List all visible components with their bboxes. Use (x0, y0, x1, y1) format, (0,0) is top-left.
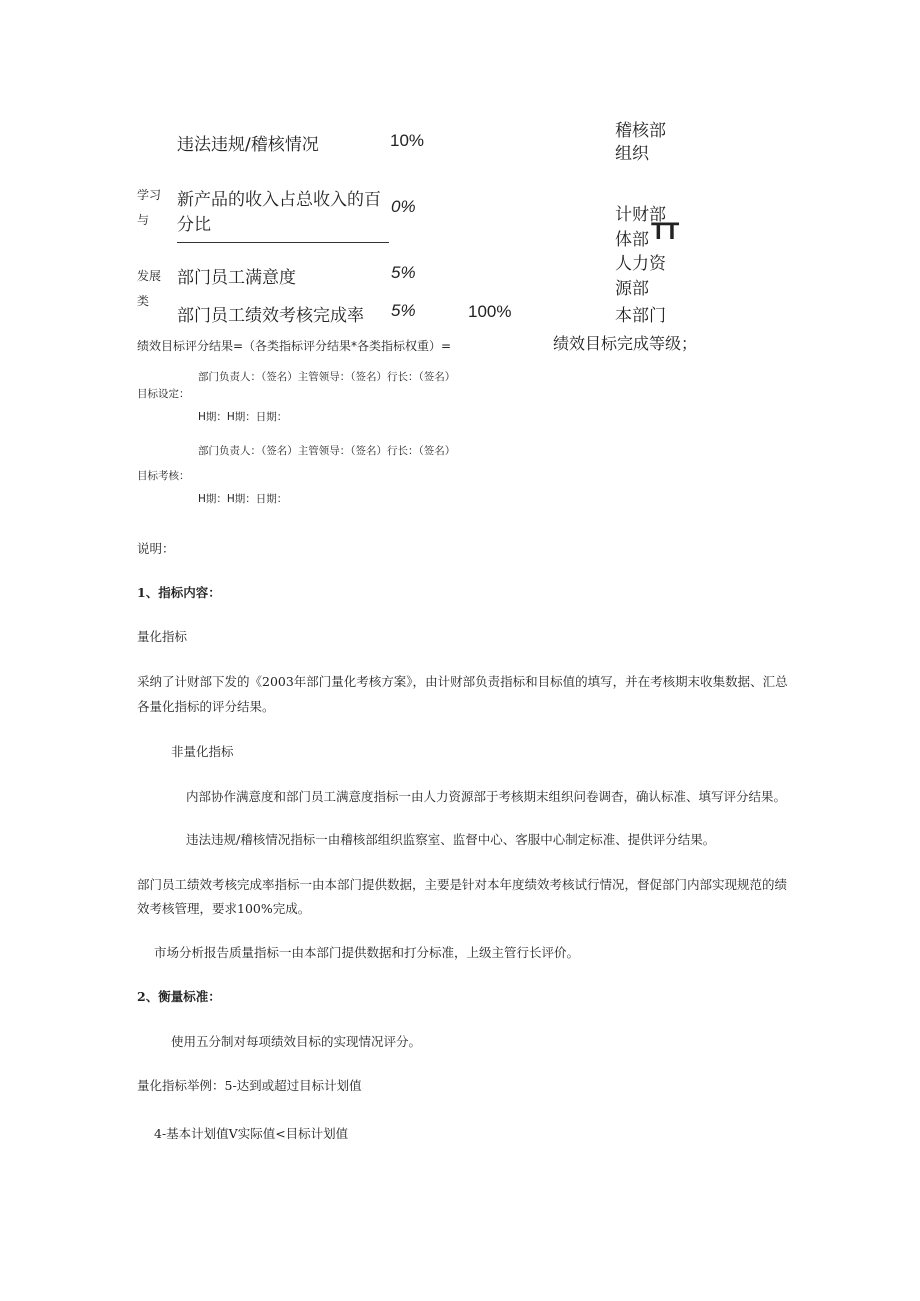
nonquant-paragraph-2: 违法违规/稽核情况指标一由稽核部组织监察室、监督中心、客服中心制定标准、提供评分结果。 (186, 832, 716, 847)
row3-dept-line2: 源部 (615, 279, 649, 299)
row1-indicator: 违法违规/稽核情况 (177, 135, 319, 155)
row2-dept-mark: TT (651, 218, 679, 245)
row4-weight: 5% (391, 301, 416, 320)
row2-indicator-line2: 分比 (177, 215, 211, 235)
score-formula: 绩效目标评分结果=（各类指标评分结果*各类指标权重）= (137, 339, 452, 353)
row1-dept-line1: 稽核部 (615, 121, 666, 141)
review-sign-line: 部门负责人：（签名）主管领导：（签名）行长：（签名） (198, 445, 456, 457)
row2-indicator-line1: 新产品的收入占总收入的百 (177, 190, 381, 210)
section1-heading: 1、指标内容： (137, 585, 221, 600)
row3-indicator: 部门员工满意度 (177, 268, 296, 288)
row3-weight: 5% (391, 263, 416, 282)
quant-heading: 量化指标 (137, 629, 188, 644)
category-line2: 与 (137, 213, 150, 227)
category-line4: 类 (137, 294, 150, 308)
quant-example-line2: 4-基本计划值V实际值<目标计划值 (154, 1126, 349, 1141)
setting-sign-line: 部门负责人：（签名）主管领导：（签名）行长：（签名） (198, 371, 456, 383)
review-label: 目标考核： (137, 470, 190, 482)
table-divider (177, 242, 389, 243)
quant-example-line1: 量化指标举例：5-达到或超过目标计划值 (137, 1078, 362, 1093)
section2-heading: 2、衡量标准： (137, 989, 221, 1004)
setting-date-line: H期：H期：日期： (198, 411, 288, 423)
setting-label: 目标设定： (137, 388, 190, 400)
nonquant-paragraph-4: 市场分析报告质量指标一由本部门提供数据和打分标准，上级主管行长评价。 (154, 945, 580, 960)
category-line1: 学习 (137, 188, 162, 202)
row4-indicator: 部门员工绩效考核完成率 (177, 306, 364, 326)
row1-weight: 10% (390, 131, 425, 150)
nonquant-paragraph-3-line1: 部门员工绩效考核完成率指标一由本部门提供数据，主要是针对本年度绩效考核试行情况，督促部门内部实现规范的绩 (137, 877, 788, 892)
quant-paragraph-line1: 采纳了计财部下发的《2003年部门量化考核方案》，由计财部负责指标和目标值的填写，并在考核期末收集数据、汇总 (137, 674, 788, 689)
section2-paragraph: 使用五分制对每项绩效目标的实现情况评分。 (171, 1034, 422, 1049)
row2-dept-line2: 体部 (615, 230, 649, 250)
review-date-line: H期：H期：日期： (198, 493, 288, 505)
nonquant-paragraph-3-line2: 效考核管理，要求100%完成。 (137, 901, 311, 916)
quant-paragraph-line2: 各量化指标的评分结果。 (137, 699, 275, 714)
row1-dept-line2: 组织 (615, 144, 649, 164)
grade-label: 绩效目标完成等级； (553, 334, 698, 353)
row2-dept-line1: 计财部 (615, 205, 666, 225)
nonquant-heading: 非量化指标 (171, 744, 234, 759)
nonquant-paragraph-1: 内部协作满意度和部门员工满意度指标一由人力资源部于考核期末组织问卷调杳，确认标准、填写评分结果。 (186, 789, 787, 804)
total-weight: 100% (468, 302, 512, 321)
row4-dept: 本部门 (615, 306, 666, 326)
row2-weight: 0% (391, 197, 416, 216)
row3-dept-line1: 人力资 (615, 254, 666, 274)
category-line3: 发展 (137, 269, 162, 283)
notes-title: 说明： (137, 541, 175, 556)
